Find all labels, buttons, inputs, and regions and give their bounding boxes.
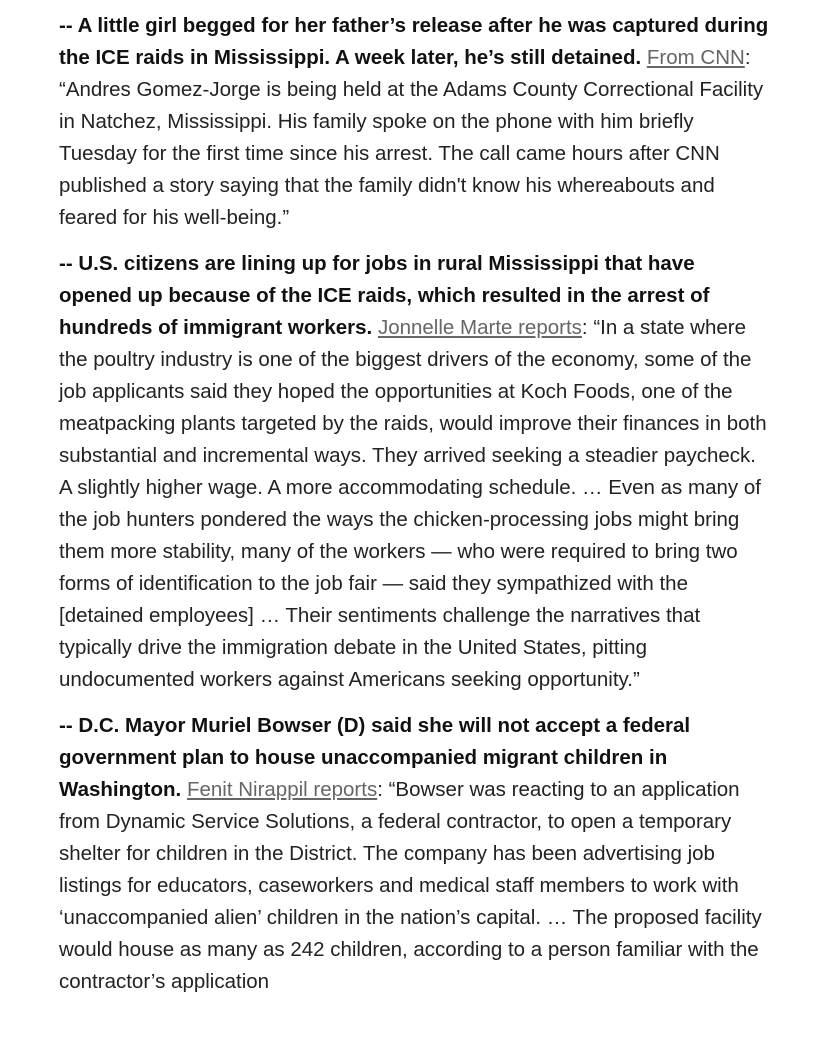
news-item-cnn: [59, 10, 771, 234]
source-link-cnn[interactable]: From CNN: [646, 46, 745, 69]
news-item-text: [59, 10, 771, 234]
news-quote: : “Bowser was reacting to an application from Dynamic Service Solutions, a federal contractor, to open a temporary shelter for children in the District. The company has been advertising job listings for educators, caseworkers and medical staff members to work with ‘unaccompanied alien’ children in the nation’s capital. … The proposed facility would house as many as 242 children, according to a person familiar with the contractor’s application: [59, 778, 762, 993]
news-item-text: [59, 248, 771, 696]
news-quote: : “In a state where the poultry industry is one of the biggest drivers of the economy, some of the job applicants said they hoped the opportunities at Koch Foods, one of the meatpacking plants targeted by the raids, would improve their finances in both substantial and incremental ways. They arrived seeking a steadier paycheck. A slightly higher wage. A more accommodating schedule. … Even as many of the job hunters pondered the ways the chicken-processing jobs might bring them more stability, many of the workers — who were required to bring two forms of identification to the job fair — said they sympathized with the [detained employees] … Their sentiments challenge the narratives that typically drive the immigration debate in the United States, pitting undocumented workers against Americans seeking opportunity.”: [59, 316, 767, 691]
news-quote: : “Andres Gomez-Jorge is being held at the Adams County Correctional Facility in Natchez, Mississippi. His family spoke on the phone with him briefly Tuesday for the first time since his arrest. The call came hours after CNN published a story saying that the family didn't know his whereabouts and feared for his well-being.”: [59, 46, 764, 229]
news-item-text: [59, 710, 771, 998]
article-body: [59, 10, 771, 1012]
news-item-mississippi-jobs: [59, 248, 771, 696]
news-headline: -- D.C. Mayor Muriel Bowser (D) said she will not accept a federal government plan to house unaccompanied migrant children in Washington.: [59, 714, 691, 801]
news-headline: -- U.S. citizens are lining up for jobs in rural Mississippi that have opened up because of the ICE raids, which resulted in the arrest of hundreds of immigrant workers.: [59, 252, 710, 339]
news-item-dc-bowser: [59, 710, 771, 998]
news-headline: -- A little girl begged for her father’s release after he was captured during the ICE raids in Mississippi. A week later, he’s still detained.: [59, 14, 769, 69]
source-link-jonnelle-marte[interactable]: Jonnelle Marte reports: [377, 316, 582, 339]
source-link-fenit-nirappil[interactable]: Fenit Nirappil reports: [186, 778, 378, 801]
